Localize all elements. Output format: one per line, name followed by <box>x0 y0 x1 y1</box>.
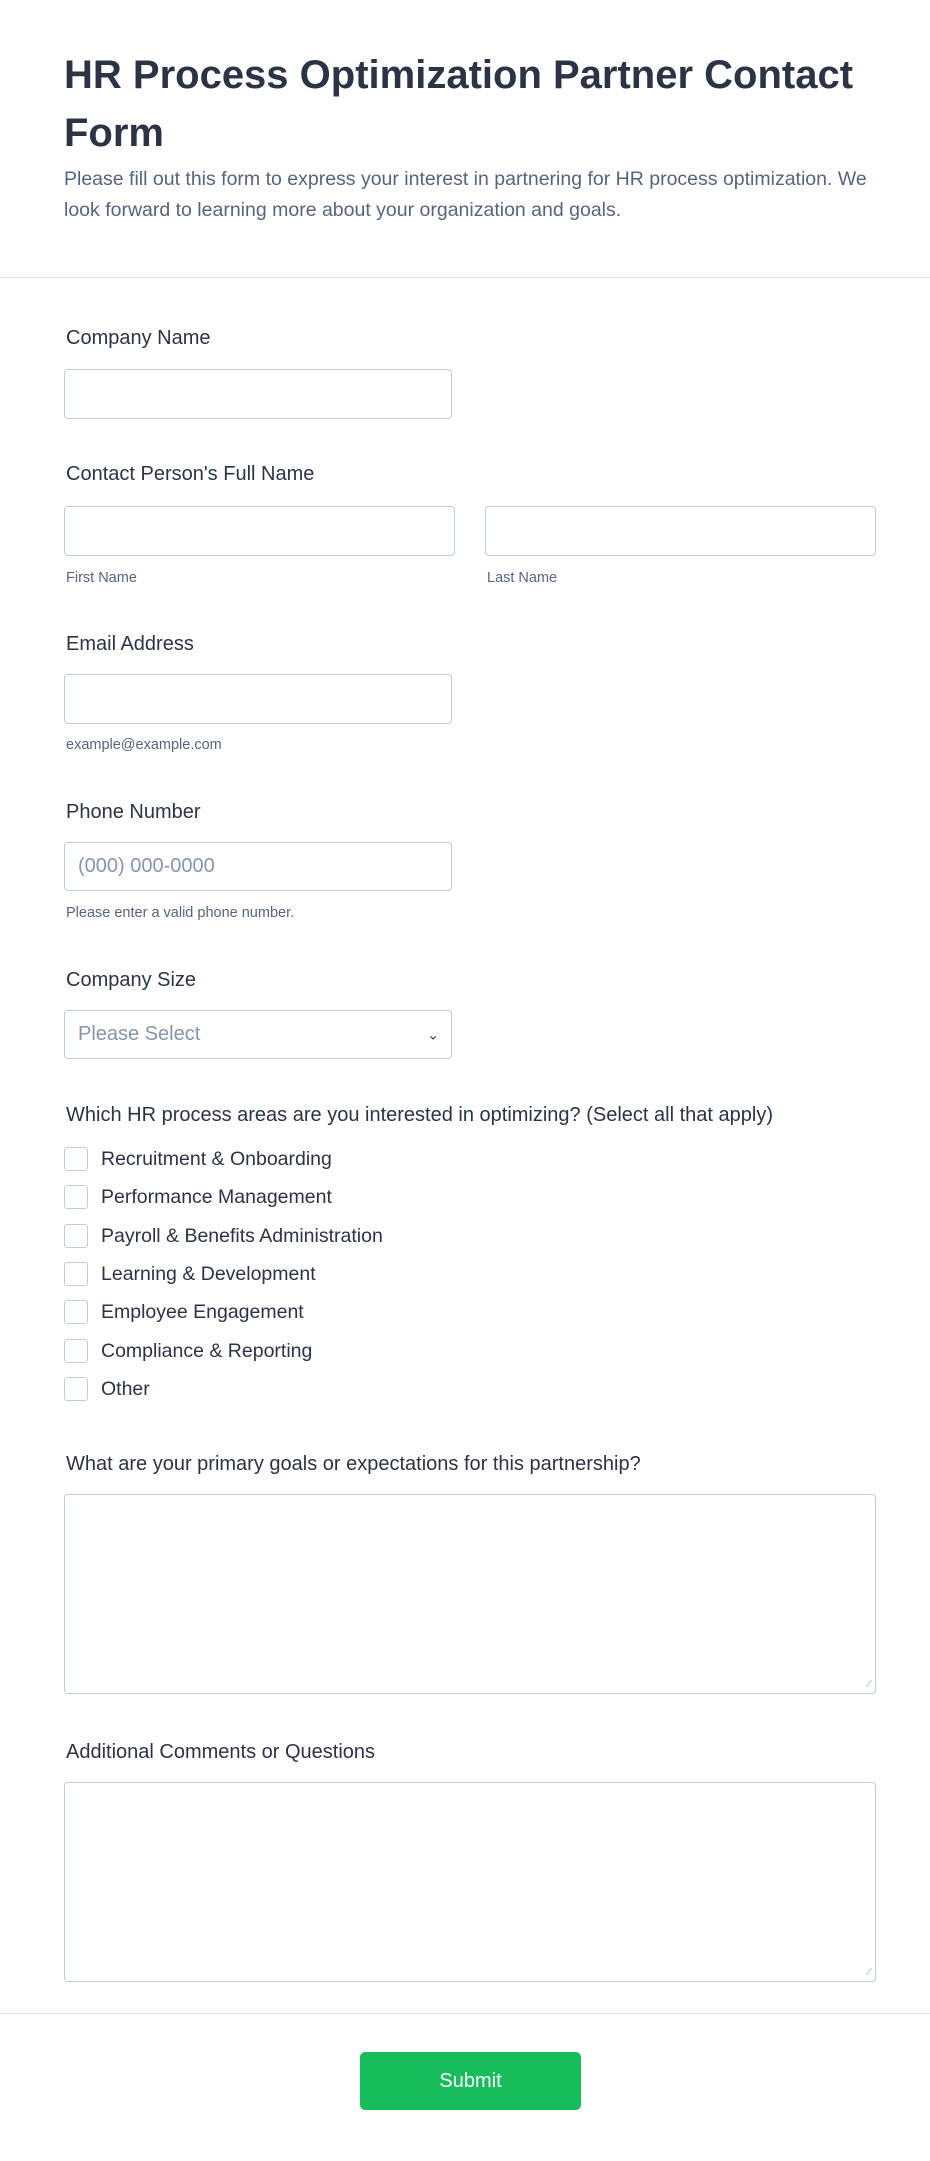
email-sublabel: example@example.com <box>66 737 222 753</box>
checkbox-label: Other <box>101 1378 150 1400</box>
company-name-label: Company Name <box>66 327 211 349</box>
email-label: Email Address <box>66 633 194 655</box>
phone-input[interactable] <box>64 842 452 891</box>
company-name-input[interactable] <box>64 369 452 419</box>
checkbox-engagement[interactable] <box>64 1300 88 1324</box>
last-name-input[interactable] <box>485 506 876 556</box>
first-name-sublabel: First Name <box>66 570 137 586</box>
checkbox-label: Learning & Development <box>101 1263 316 1285</box>
checkbox-label: Compliance & Reporting <box>101 1340 313 1362</box>
header-divider <box>0 277 930 278</box>
resize-handle-icon[interactable]: ∕∕ <box>867 1679 871 1690</box>
goals-label: What are your primary goals or expectations for this partnership? <box>66 1453 641 1475</box>
footer-divider <box>0 2013 930 2014</box>
checkbox-other[interactable] <box>64 1377 88 1401</box>
contact-name-label: Contact Person's Full Name <box>66 463 315 485</box>
form-description: Please fill out this form to express your interest in partnering for HR process optimization. We look forward to learning more about your organization and goals. <box>64 168 867 221</box>
checkbox-learning[interactable] <box>64 1262 88 1286</box>
company-size-label: Company Size <box>66 969 197 991</box>
submit-button[interactable]: Submit <box>360 2052 581 2110</box>
comments-label: Additional Comments or Questions <box>66 1741 376 1763</box>
company-size-select[interactable] <box>64 1010 452 1059</box>
first-name-input[interactable] <box>64 506 455 556</box>
checkbox-performance[interactable] <box>64 1185 88 1209</box>
comments-textarea[interactable] <box>64 1782 876 1982</box>
checkbox-label: Recruitment & Onboarding <box>101 1148 332 1170</box>
resize-handle-icon[interactable]: ∕∕ <box>867 1967 871 1978</box>
phone-sublabel: Please enter a valid phone number. <box>66 905 295 921</box>
phone-placeholder: (000) 000-0000 <box>78 855 215 877</box>
checkbox-recruitment[interactable] <box>64 1147 88 1171</box>
goals-textarea[interactable] <box>64 1494 876 1694</box>
email-input[interactable] <box>64 674 452 724</box>
company-size-value: Please Select <box>78 1023 201 1045</box>
checkbox-label: Performance Management <box>101 1186 332 1208</box>
checkbox-compliance[interactable] <box>64 1339 88 1363</box>
hr-areas-label: Which HR process areas are you interested in optimizing? (Select all that apply) <box>66 1104 773 1126</box>
last-name-sublabel: Last Name <box>487 570 558 586</box>
page-title: HR Process Optimization Partner Contact Form <box>64 53 854 155</box>
checkbox-label: Payroll & Benefits Administration <box>101 1225 383 1247</box>
chevron-down-icon: ⌄ <box>427 1026 439 1042</box>
checkbox-payroll[interactable] <box>64 1224 88 1248</box>
phone-label: Phone Number <box>66 801 201 823</box>
checkbox-label: Employee Engagement <box>101 1301 304 1323</box>
